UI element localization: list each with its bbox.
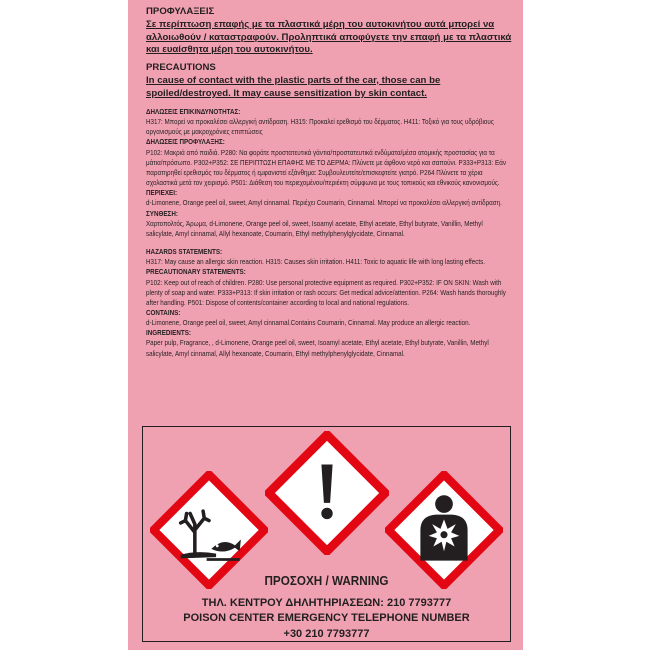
ingredients-heading-english: INGREDIENTS: [146, 328, 191, 338]
precautionary-text-english: P102: Keep out of reach of children. P280: Use personal protective equipment as required. P302+P352: IF ON SKIN: Wash with plenty of soap and water. P333+P313: If skin irritation or rash occurs: Get medical advice/attention. P264: Wash hands thoroughly after handling. P501: Dispose of contents/container according to local and national regulations. [146, 277, 506, 307]
precautions-greek-text: Σε περίπτωση επαφής με τα πλαστικά μέρη του αυτοκινήτου αυτά μπορεί να αλλοιωθούν / καταστραφούν. Προληπτικά αποφύγετε την επαφή με τα πλαστικά και ευαίσθητα μέρη του αυτοκινήτου. [146, 18, 512, 56]
precautionary-text-greek: P102: Μακριά από παιδιά. P280: Να φοράτε προστατευτικά γάντια/προστατευτικά ενδύματα/μέσα ατομικής προστασίας για τα μάτια/πρόσωπο. P302+P352: ΣΕ ΠΕΡΙΠΤΩΣΗ ΕΠΑΦΗΣ ΜΕ ΤΟ ΔΕΡΜΑ: Πλύνετε με άφθονο νερό και σαπούνι. P333+P313: Εάν παρατηρηθεί ερεθισμός του δέρματος ή εμφανιστεί εξάνθημα: Συμβουλευτείτε/επισκεφτείτε γιατρό. P264 Πλύνετε τα χέρια σχολαστικά μετά τον χειρισμό. P501: Διάθεση του περιεχομένου/περιέκτη σύμφωνα με τους τοπικούς και εθνικούς κανονισμούς. [146, 147, 506, 188]
precautions-greek [146, 6, 512, 57]
health-hazard-icon [385, 471, 503, 589]
ingredients-text-english: Paper pulp, Fragrance, , d-Limonene, Orange peel oil, sweet, Isoamyl acetate, Ethyl acetate, Ethyl butyrate, Vanillin, Methyl salicylate, Amyl cinnamal, Allyl hexanoate, Coumarin, Ethyl methylphenylglycidate, Cinnamal. [146, 338, 489, 358]
contains-heading-english: CONTAINS: [146, 307, 181, 317]
hazards-heading-english: HAZARDS STATEMENTS: [146, 247, 223, 257]
hazards-heading-greek: ΔΗΛΩΣΕΙΣ ΕΠΙΚΙΝΔΥΝΟΤΗΤΑΣ: [146, 107, 241, 116]
statements-block [146, 107, 512, 359]
poison-center-phone: +30 210 7793777 [283, 628, 370, 640]
precautions-english-heading: PRECAUTIONS [146, 62, 216, 73]
warning-box [142, 426, 511, 642]
precautionary-heading-english: PRECAUTIONARY STATEMENTS: [146, 267, 246, 277]
hazards-text-english: H317: May cause an allergic skin reaction. H315: Causes skin irritation. H411: Toxic to aquatic life with long lasting effects. [146, 257, 486, 267]
hazards-text-greek: H317: Μπορεί να προκαλέσει αλλεργική αντίδραση. H315: Προκαλεί ερεθισμό του δέρματος. H411: Τοξικό για τους υδρόβιους οργανισμούς με μακροχρόνιες επιπτώσεις [146, 117, 494, 137]
precautions-english [146, 62, 512, 100]
poison-center-english: POISON CENTER EMERGENCY TELEPHONE NUMBER [183, 612, 470, 624]
environment-hazard-icon [150, 471, 268, 589]
precautionary-heading-greek: ΔΗΛΩΣΕΙΣ ΠΡΟΦΥΛΑΞΗΣ: [146, 137, 225, 147]
precautions-greek-heading: ΠΡΟΦΥΛΑΞΕΙΣ [146, 6, 215, 17]
contains-text-english: d-Limonene, Orange peel oil, sweet, Amyl cinnamal.Contains Coumarin, Cinnamal. May produce an allergic reaction. [146, 318, 471, 328]
precautions-english-text: In cause of contact with the plastic parts of the car, those can be spoiled/destroyed. It may cause sensitization by skin contact. [146, 74, 441, 99]
contains-heading-greek: ΠΕΡΙΕΧΕΙ: [146, 188, 178, 198]
exclamation-mark-icon [265, 431, 389, 555]
composition-heading-greek: ΣΥΝΘΕΣΗ: [146, 208, 178, 218]
poison-center-greek: ΤΗΛ. ΚΕΝΤΡΟΥ ΔΗΛΗΤΗΡΙΑΣΕΩΝ: 210 7793777 [201, 597, 452, 609]
composition-text-greek: Χαρτοπολτός, Άρωμα, d-Limonene, Orange peel oil, sweet, Isoamyl acetate, Ethyl acetate, Ethyl butyrate, Vanillin, Methyl salicylate, Amyl cinnamal, Allyl hexanoate, Coumarin, Ethyl methylphenylglycidate, Cinnamal. [146, 218, 483, 238]
product-label [128, 0, 523, 650]
contains-text-greek: d-Limonene, Orange peel oil, sweet, Amyl cinnamal. Περιέχει Coumarin, Cinnamal. Μπορεί να προκαλέσει αλλεργική αντίδραση. [146, 198, 502, 208]
signal-word: ΠΡΟΣΟΧΗ / WARNING [264, 573, 389, 588]
